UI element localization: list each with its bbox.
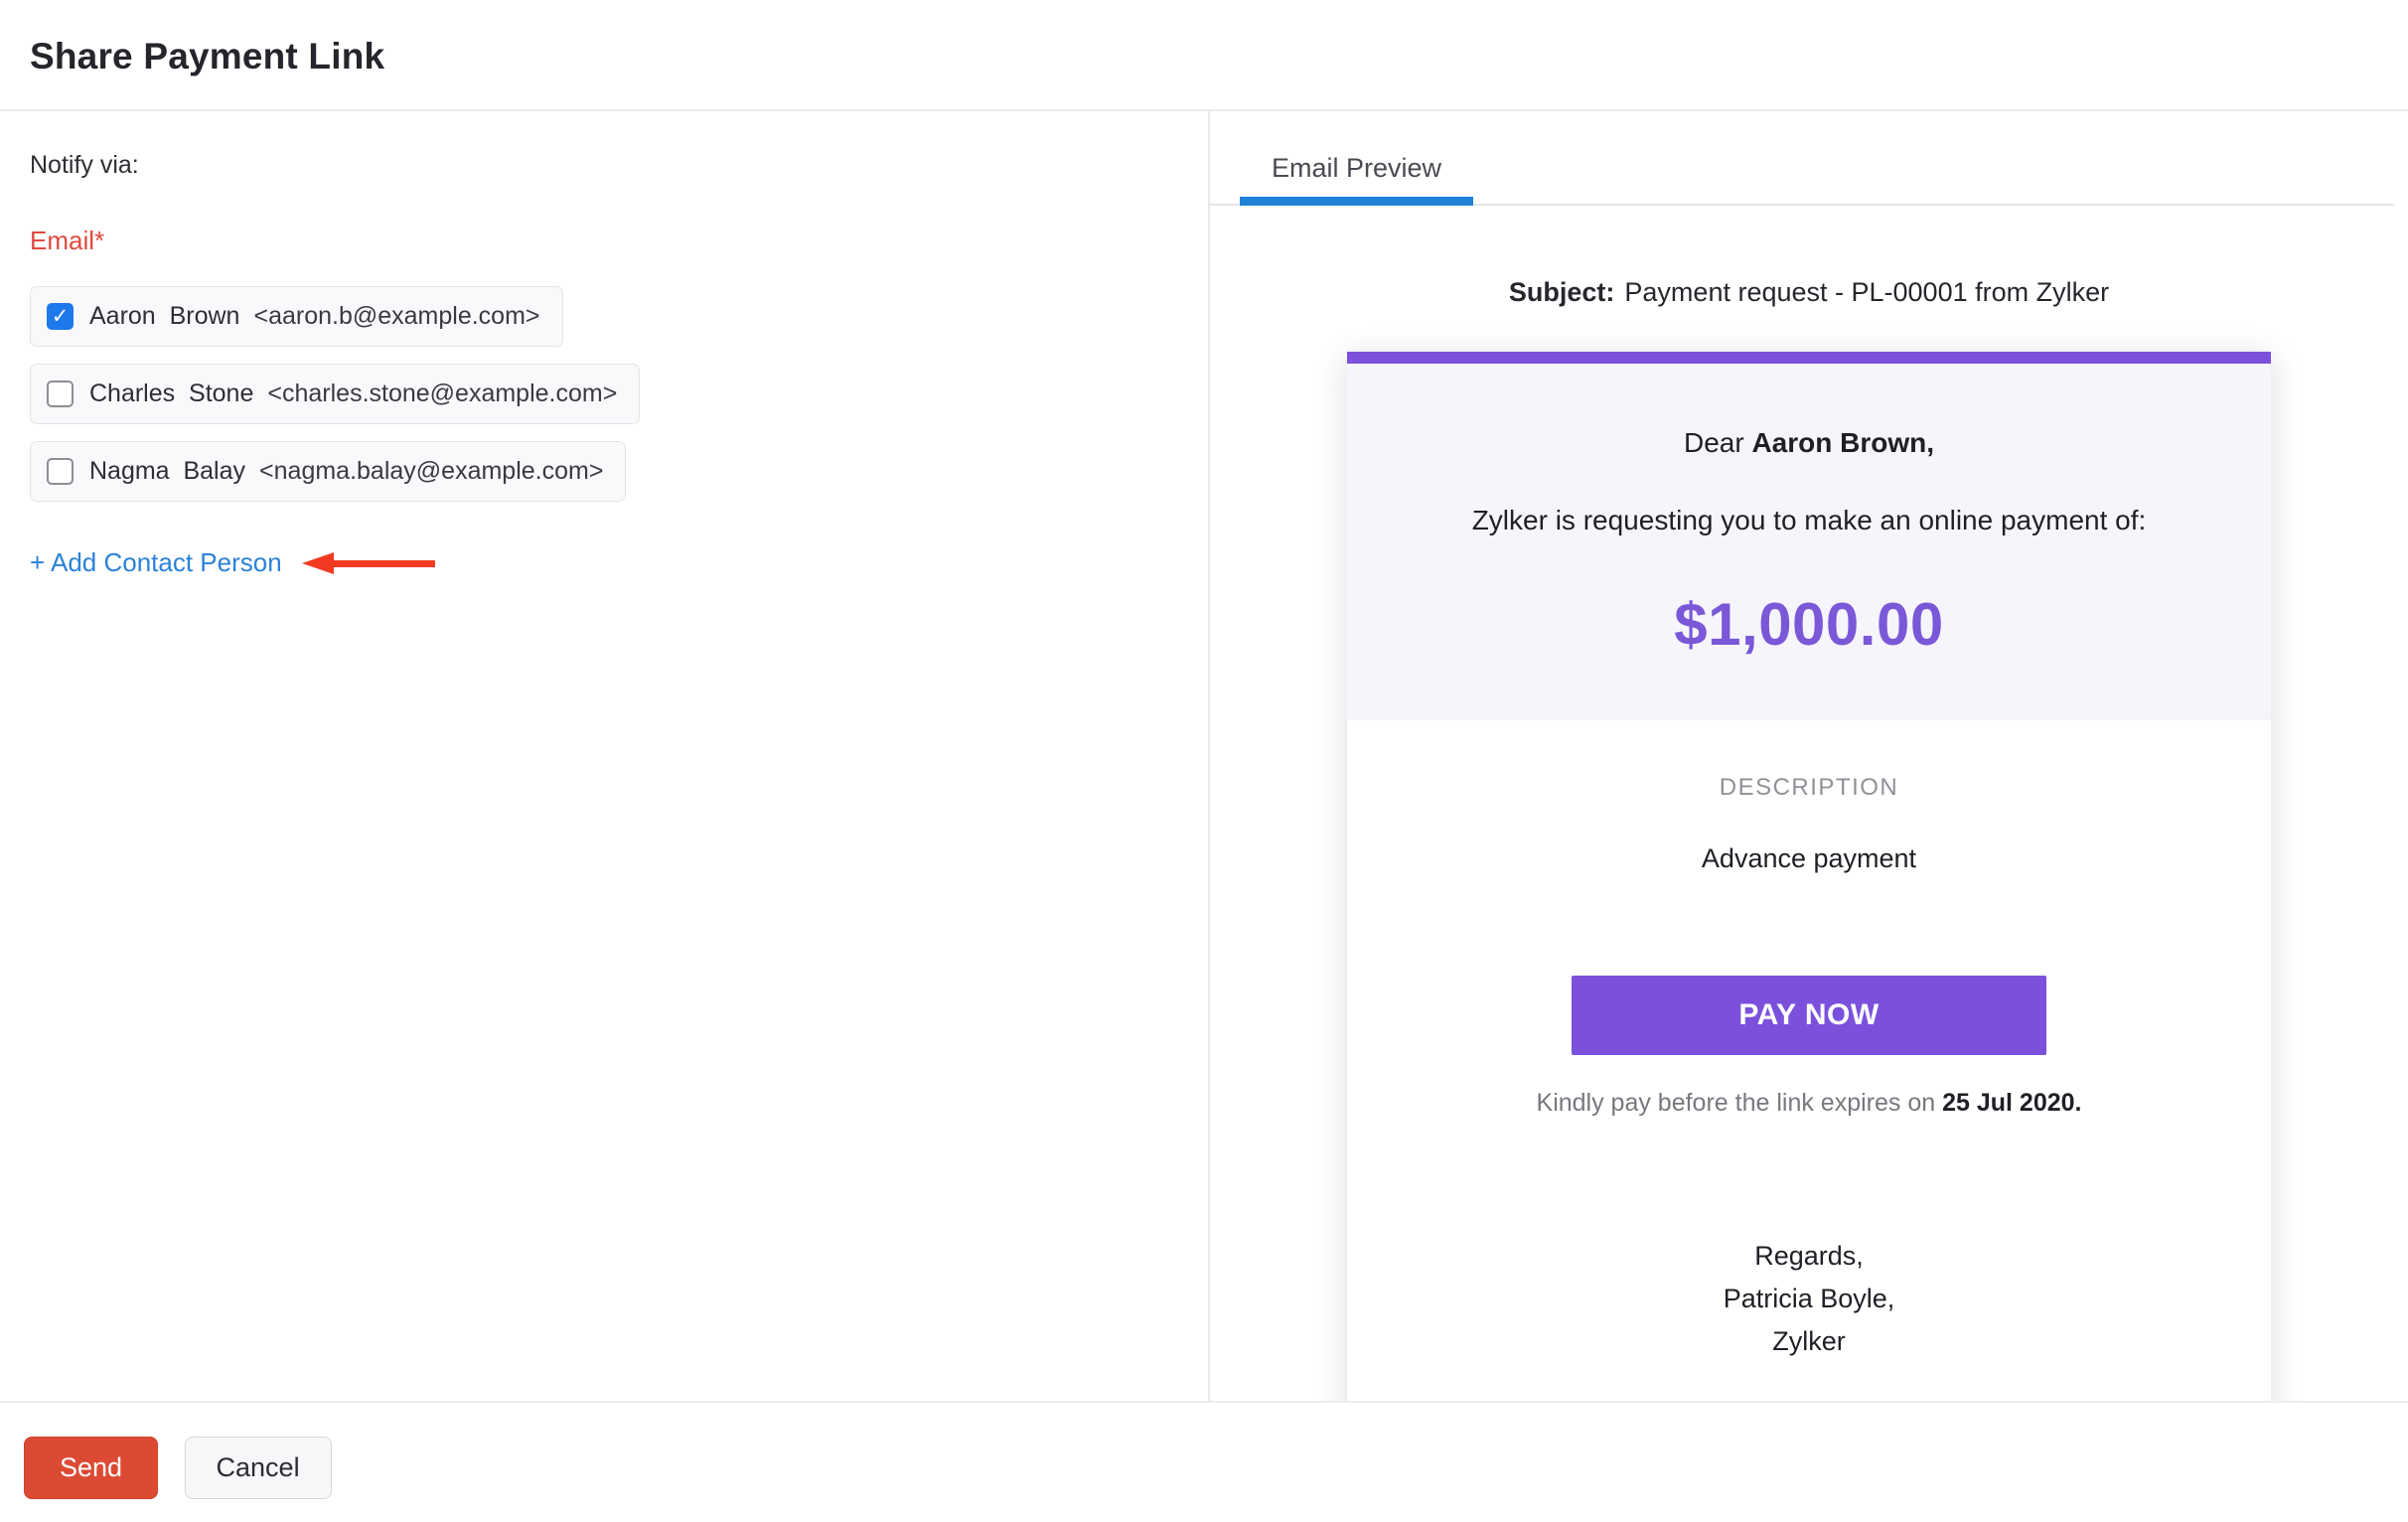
contact-row-nagma-balay[interactable]	[30, 441, 626, 502]
signature-company: Zylker	[1772, 1326, 1846, 1356]
red-arrow-left-icon	[302, 549, 435, 577]
tab-bar	[1210, 137, 2394, 206]
action-footer	[0, 1401, 2408, 1522]
main-content	[0, 111, 2408, 1401]
subject-label: Subject:	[1508, 277, 1615, 307]
payment-amount: $1,000.00	[1674, 591, 1944, 658]
tab-email-preview[interactable]	[1240, 137, 1473, 204]
contact-email: <charles.stone@example.com>	[267, 380, 618, 407]
card-hero-section	[1347, 364, 2271, 720]
description-label: DESCRIPTION	[1719, 774, 1899, 801]
expiry-prefix: Kindly pay before the link expires on	[1536, 1089, 1936, 1117]
payment-request-line: Zylker is requesting you to make an online payment of:	[1471, 505, 2147, 535]
email-required-label	[30, 226, 1178, 256]
contact-email: <nagma.balay@example.com>	[259, 457, 604, 485]
description-value: Advance payment	[1701, 843, 1917, 873]
contact-name: Aaron Brown	[89, 302, 240, 330]
contact-name: Charles Stone	[89, 380, 254, 407]
contact-name: Nagma Balay	[89, 457, 246, 485]
notify-panel	[0, 111, 1210, 1401]
tab-email-preview-label: Email Preview	[1272, 153, 1442, 183]
card-body-section	[1347, 720, 2271, 1433]
page-header	[0, 0, 2408, 111]
email-preview-body	[1210, 277, 2408, 1472]
checkbox-aaron-brown[interactable]: ✓	[47, 303, 74, 330]
add-contact-person-link[interactable]: + Add Contact Person	[30, 547, 282, 577]
email-subject-line	[1210, 277, 2408, 308]
signature-sender-name: Patricia Boyle,	[1723, 1284, 1895, 1313]
greeting-line	[1397, 427, 2221, 459]
send-button[interactable]: Send	[24, 1437, 158, 1499]
checkbox-nagma-balay[interactable]	[47, 458, 74, 485]
greeting-prefix: Dear	[1683, 427, 1744, 458]
checkbox-charles-stone[interactable]	[47, 380, 74, 407]
greeting-name: Aaron Brown,	[1751, 427, 1935, 458]
expiry-line	[1397, 1089, 2221, 1118]
card-accent-bar	[1347, 352, 2271, 364]
required-asterisk: *	[94, 226, 105, 255]
expiry-date: 25 Jul 2020.	[1942, 1089, 2082, 1117]
pay-now-button[interactable]: PAY NOW	[1572, 976, 2046, 1055]
add-contact-row	[30, 547, 1178, 578]
contact-list	[30, 286, 1178, 502]
subject-text: Payment request - PL-00001 from Zylker	[1624, 277, 2110, 307]
contact-row-charles-stone[interactable]	[30, 364, 640, 424]
email-label-text: Email	[30, 226, 95, 255]
email-preview-panel	[1210, 111, 2408, 1401]
signature-regards: Regards,	[1754, 1241, 1864, 1271]
contact-email: <aaron.b@example.com>	[253, 302, 540, 330]
cancel-button[interactable]: Cancel	[185, 1437, 332, 1499]
email-card	[1347, 352, 2271, 1433]
notify-via-label: Notify via:	[30, 151, 139, 179]
page-title: Share Payment Link	[30, 36, 385, 76]
contact-row-aaron-brown[interactable]	[30, 286, 563, 347]
signature-block	[1397, 1235, 2221, 1363]
